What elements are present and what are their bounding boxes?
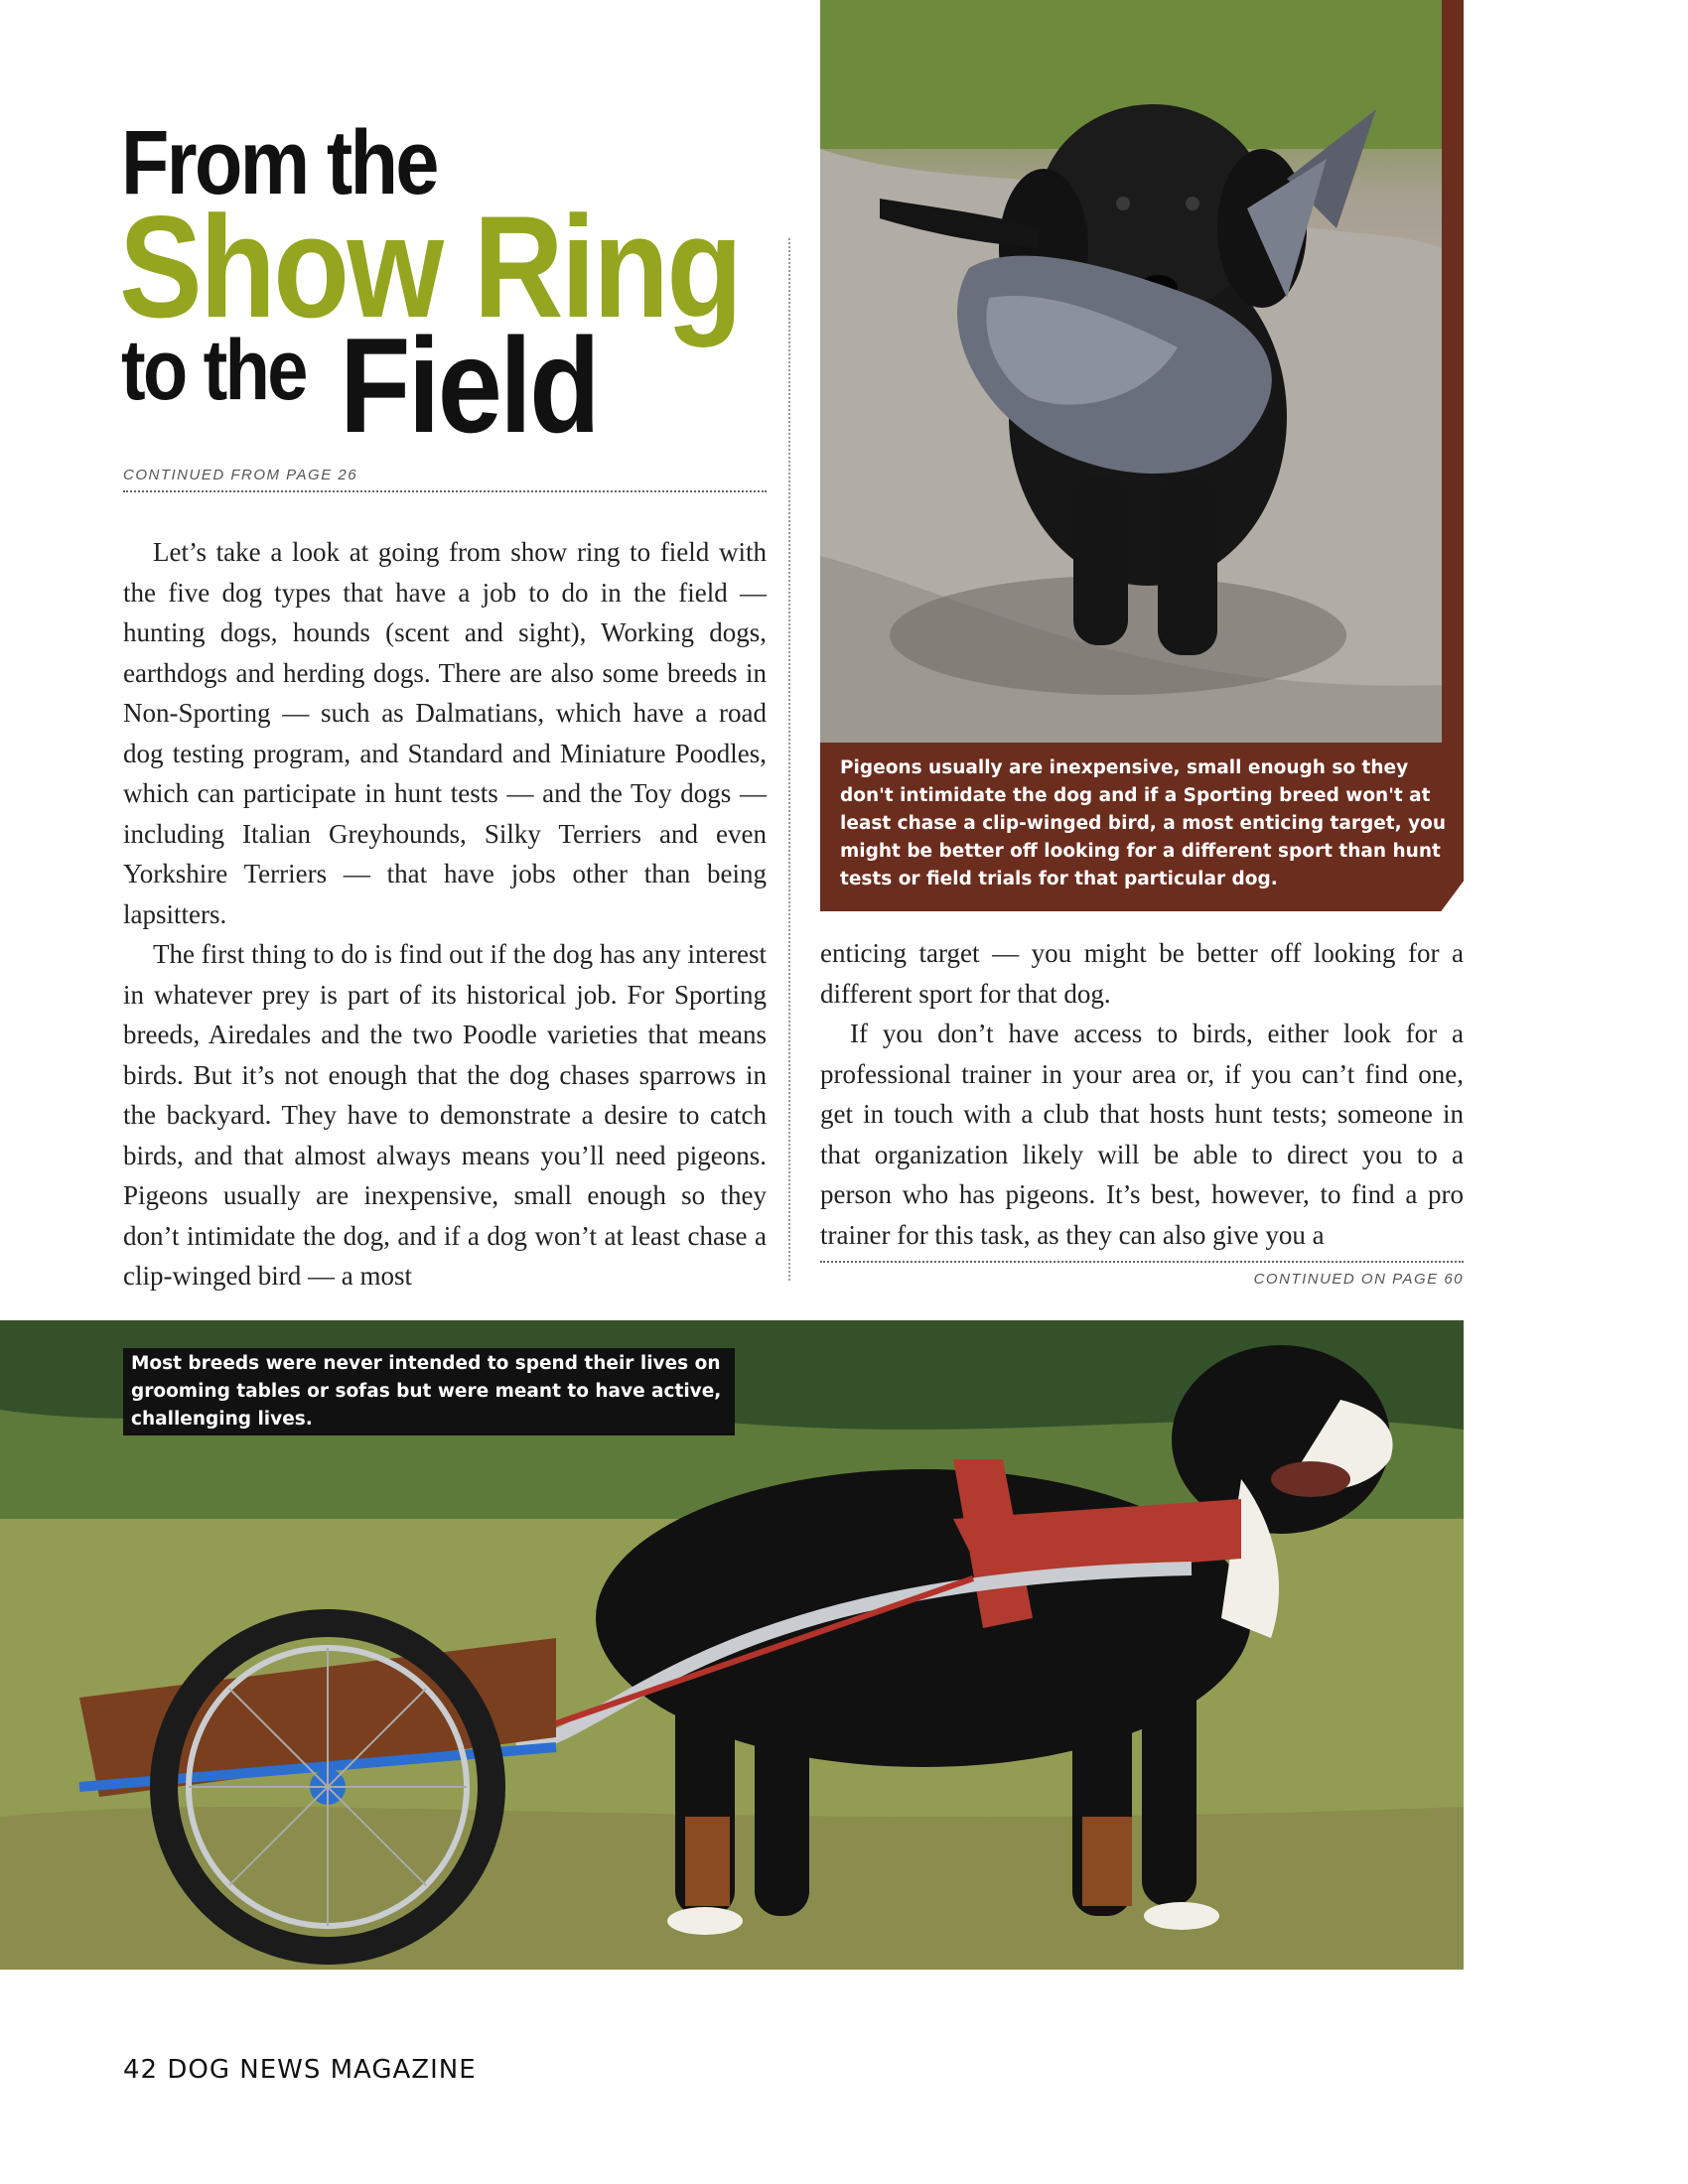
- body-paragraph: enticing target — you might be better off looking for a different sport for that dog.: [820, 938, 1464, 1009]
- article-column-left: [123, 532, 767, 1297]
- headline-line-1: From the: [121, 112, 437, 213]
- headline-line-2: Show Ring: [119, 186, 741, 347]
- continued-on-label: CONTINUED ON PAGE 60: [1253, 1271, 1464, 1288]
- bottom-photo-caption: Most breeds were never intended to spend their lives on grooming tables or sofas but were meant to have active, challenging lives.: [123, 1348, 735, 1435]
- continued-from-label: CONTINUED FROM PAGE 26: [123, 467, 358, 483]
- body-paragraph: The first thing to do is find out if the dog has any interest in whatever prey is part of its historical job. For Sporting breeds, Airedales and the two Poodle varieties that means birds. But it’s not enough that the dog chases sparrows in the backyard. They have to demonstrate a desire to catch birds, and that almost always means you’ll need pigeons. Pigeons usually are inexpensive, small enough so they don’t intimidate the dog, and if a dog won’t at least chase a clip-winged bird — a most: [123, 939, 767, 1291]
- headline-line-3b: Field: [340, 310, 599, 461]
- page-folio: 42 DOG NEWS MAGAZINE: [123, 2055, 477, 2085]
- headline-line-3a: to the: [121, 323, 306, 418]
- top-photo-caption: Pigeons usually are inexpensive, small enough so they don't intimidate the dog and if a Sporting breed won't at least chase a clip-winged bird, a most enticing target, you might be better off looking for a different sport than hunt tests or field trials for that particular dog.: [840, 757, 1447, 889]
- body-paragraph: Let’s take a look at going from show ring to field with the five dog types that have a job to do in the field — hunting dogs, hounds (scent and sight), Working dogs, earthdogs and herding dogs. There are also some breeds in Non-Sporting — such as Dalmatians, which have a road dog testing program, and Standard and Miniature Poodles, which can participate in hunt tests — and the Toy dogs — including Italian Greyhounds, Silky Terriers and even Yorkshire Terriers — that have jobs other than being lapsitters.: [123, 537, 767, 929]
- column-divider: [788, 238, 790, 1281]
- dotted-rule-right: [820, 1261, 1464, 1263]
- dotted-rule-left: [123, 490, 767, 492]
- brown-side-strip: [1442, 0, 1464, 743]
- body-paragraph: If you don’t have access to birds, either look for a professional trainer in your area or, if you can’t find one, get in touch with a club that hosts hunt tests; someone in that organization likely will be able to direct you to a person who has pigeons. It’s best, however, to find a pro trainer for this task, as they can also give you a: [820, 1019, 1464, 1250]
- article-column-right: [820, 933, 1464, 1255]
- puppy-with-pigeon-photo: [820, 0, 1442, 743]
